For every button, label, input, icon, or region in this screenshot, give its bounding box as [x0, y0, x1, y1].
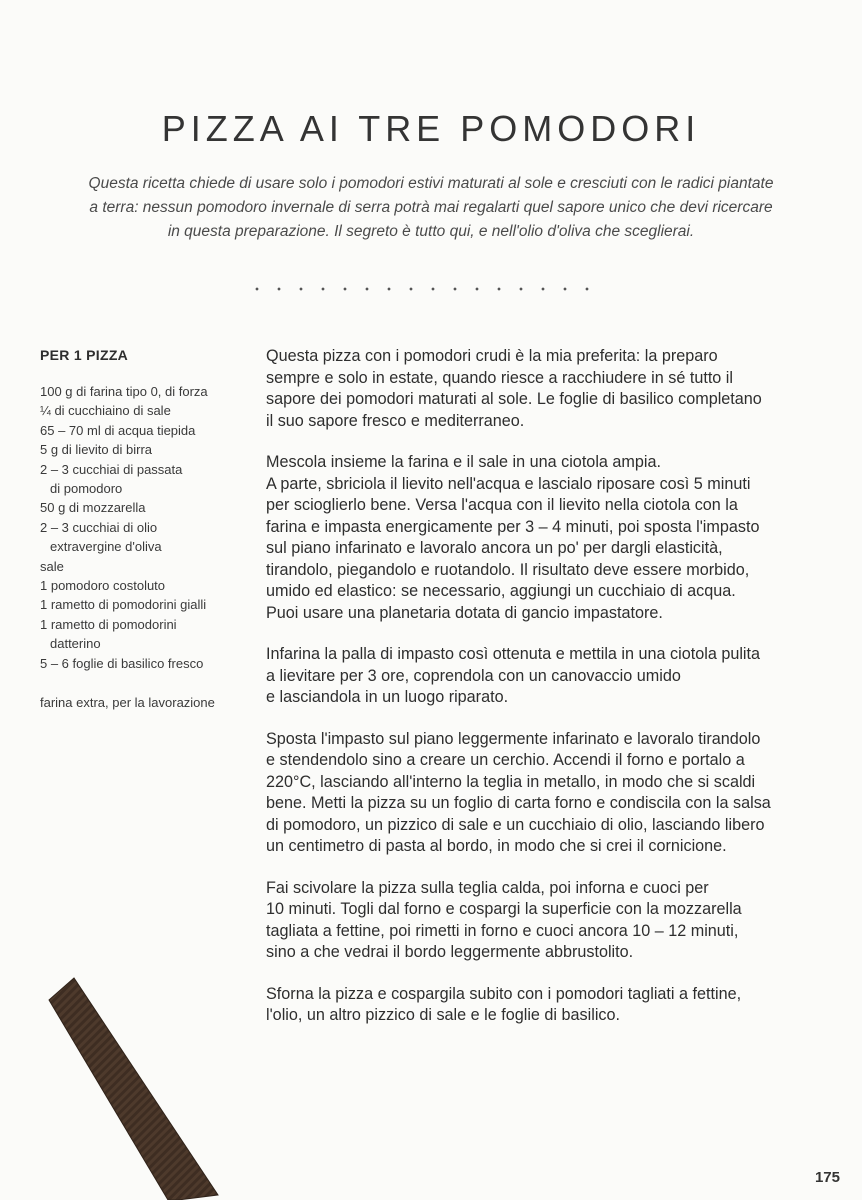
page-number: 175	[814, 1169, 840, 1186]
method-line: per scioglierlo bene. Versa l'acqua con il lievito nella ciotola con la	[266, 496, 738, 514]
ingredient-item: 2 – 3 cucchiai di olio	[40, 519, 158, 535]
ingredient-item: 100 g di farina tipo 0, di forza	[40, 384, 208, 399]
dotted-divider	[246, 287, 598, 291]
method-paragraph	[266, 729, 811, 858]
ingredient-item: ¼ di cucchiaino di sale	[40, 403, 171, 419]
method-line: e lasciandola in un luogo riparato.	[266, 688, 509, 706]
recipe-intro	[50, 172, 812, 244]
method-paragraph	[266, 452, 811, 624]
ingredient-item: extravergine d'oliva	[50, 539, 162, 555]
method-line: umido ed elastico: se necessario, aggiungi un cucchiaio di acqua.	[266, 582, 736, 600]
ingredient-item: di pomodoro	[50, 481, 123, 497]
page-title: PIZZA AI TRE POMODORI	[161, 108, 701, 149]
method-line: Sposta l'impasto sul piano leggermente infarinato e lavoralo tirandolo	[266, 729, 761, 748]
method-line: sapore dei pomodori maturati al sole. Le foglie di basilico completano	[266, 390, 762, 408]
ingredient-item: 1 rametto di pomodorini	[40, 616, 177, 632]
ingredient-item: datterino	[50, 636, 101, 652]
intro-line: a terra: nessun pomodoro invernale di serra potrà mai regalarti quel sapore unico che devi ricercare	[89, 199, 773, 216]
ingredients-heading: PER 1 PIZZA	[40, 347, 129, 363]
ingredient-item: 2 – 3 cucchiai di passata	[40, 461, 183, 477]
ingredient-item: 50 g di mozzarella	[40, 500, 146, 516]
ingredient-item: 5 g di lievito di birra	[40, 442, 152, 458]
method-line: 220°C, lasciando all'interno la teglia in metallo, in modo che si scaldi	[266, 772, 756, 791]
method-line: a lievitare per 3 ore, coprendola con un canovaccio umido	[266, 666, 681, 685]
method-line: sino a che vedrai il bordo leggermente abbrustolito.	[266, 943, 634, 961]
method-paragraph	[266, 346, 811, 432]
method-line: sul piano infarinato e lavoralo ancora un po' per dargli elasticità,	[266, 539, 723, 557]
method-line: bene. Metti la pizza su un foglio di carta forno e condiscila con la salsa	[266, 794, 771, 812]
method-line: Fai scivolare la pizza sulla teglia calda, poi inforna e cuoci per	[266, 878, 709, 897]
method-line: farina e impasta energicamente per 3 – 4 minuti, poi sposta l'impasto	[266, 517, 760, 536]
method-line: il suo sapore fresco e mediterraneo.	[266, 411, 525, 430]
ingredient-item: 1 rametto di pomodorini gialli	[40, 597, 207, 613]
method-line: Questa pizza con i pomodori crudi è la mia preferita: la preparo	[266, 347, 718, 365]
method-line: sempre e solo in estate, quando riesce a racchiudere in sé tutto il	[266, 368, 734, 387]
method-line: tagliata a fettine, poi rimetti in forno e cuoci ancora 10 – 12 minuti,	[266, 921, 739, 940]
method-line: e stendendolo sino a creare un cerchio. Accendi il forno e portalo a	[266, 751, 745, 769]
ingredient-item: 5 – 6 foglie di basilico fresco	[40, 655, 204, 671]
ingredients-column	[40, 347, 250, 712]
method-line: 10 minuti. Togli dal forno e cospargi la superficie con la mozzarella	[266, 900, 742, 918]
method-line: Sforna la pizza e cospargila subito con i pomodori tagliati a fettine,	[266, 984, 742, 1003]
ingredient-extra-note: farina extra, per la lavorazione	[40, 695, 215, 711]
method-line: Mescola insieme la farina e il sale in una ciotola ampia.	[266, 453, 661, 471]
method-paragraph	[266, 644, 811, 709]
method-line: l'olio, un altro pizzico di sale e le foglie di basilico.	[266, 1006, 621, 1024]
method-line: Puoi usare una planetaria dotata di gancio impastatore.	[266, 603, 663, 622]
intro-line: Questa ricetta chiede di usare solo i pomodori estivi maturati al sole e cresciuti con le radici piantate	[88, 175, 774, 192]
intro-line: in questa preparazione. Il segreto è tutto qui, e nell'olio d'oliva che sceglierai.	[167, 223, 695, 240]
ingredient-item: 1 pomodoro costoluto	[40, 578, 166, 594]
ingredients-list	[40, 382, 250, 673]
method-paragraph	[266, 984, 811, 1027]
method-column	[266, 346, 811, 1047]
method-line: un centimetro di pasta al bordo, in modo che si crei il cornicione.	[266, 837, 727, 855]
method-paragraph	[266, 878, 811, 964]
ingredient-item: 65 – 70 ml di acqua tiepida	[40, 422, 196, 438]
method-line: A parte, sbriciola il lievito nell'acqua e lascialo riposare così 5 minuti	[266, 474, 751, 493]
method-line: tirandolo, piegandolo e ruotandolo. Il risultato deve essere morbido,	[266, 560, 750, 579]
method-line: Infarina la palla di impasto così ottenuta e mettila in una ciotola pulita	[266, 645, 761, 663]
method-line: di pomodoro, un pizzico di sale e un cucchiaio di olio, lasciando libero	[266, 815, 765, 834]
ingredient-item: sale	[40, 558, 64, 574]
